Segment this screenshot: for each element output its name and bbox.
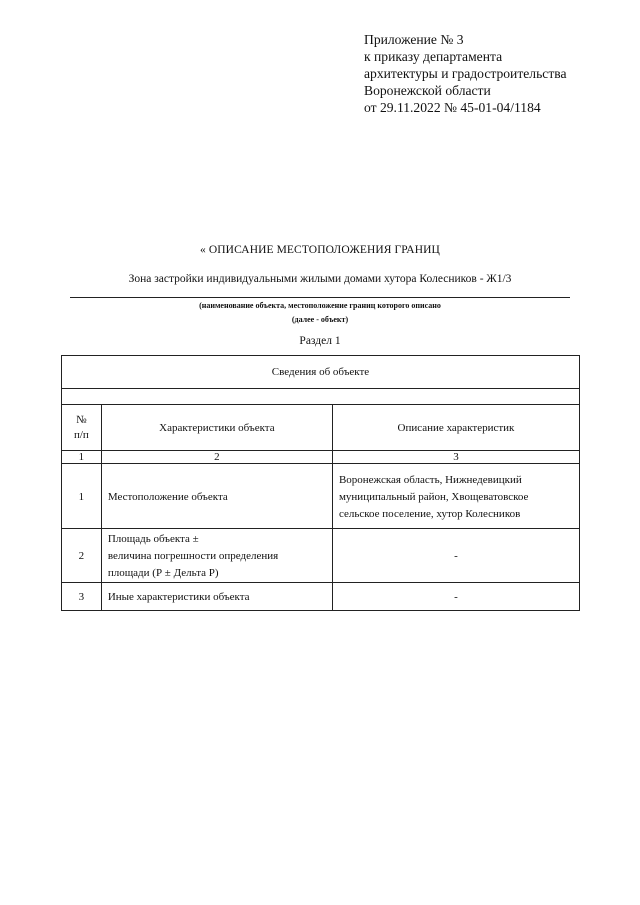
table-title-row [62, 356, 580, 389]
characteristic-line: Площадь объекта ± [107, 533, 199, 545]
object-name-caption: (наименование объекта, местоположение границ которого описано [199, 301, 441, 310]
description-cell: - [332, 583, 579, 611]
header-line: от 29.11.2022 № 45-01-04/1184 [364, 100, 541, 115]
object-info-table [61, 355, 580, 611]
row-number [62, 464, 102, 529]
description-line: сельское поселение, хутор Колесников [338, 507, 521, 520]
column-header-characteristics: Характеристики объекта [101, 405, 332, 451]
table-row [62, 583, 580, 611]
table-row [62, 529, 580, 583]
underline-rule [70, 297, 570, 298]
row-number-text: 1 [78, 490, 85, 503]
column-index: 3 [332, 451, 579, 464]
column-header-number [62, 405, 102, 451]
characteristic-cell [101, 583, 332, 611]
description-line: муниципальный район, Хвощеватовское [338, 490, 529, 503]
characteristic-line: величина погрешности определения [107, 550, 279, 562]
table-index-row [62, 451, 580, 464]
row-number-text: 2 [78, 550, 85, 562]
table-row [62, 464, 580, 529]
column-header-description: Описание характеристик [332, 405, 579, 451]
characteristic-text: Иные характеристики объекта [107, 591, 250, 603]
column-header-number-line1: № [76, 413, 87, 426]
column-index: 2 [101, 451, 332, 464]
row-number-text: 3 [78, 591, 85, 603]
characteristic-text: Местоположение объекта [107, 490, 228, 503]
column-index: 1 [62, 451, 102, 464]
table-spacer-row [62, 389, 580, 405]
document-title: « ОПИСАНИЕ МЕСТОПОЛОЖЕНИЯ ГРАНИЦ [200, 244, 440, 256]
characteristic-text [102, 529, 332, 582]
row-number [62, 529, 102, 583]
appendix-header [364, 31, 567, 116]
section-heading: Раздел 1 [299, 335, 341, 347]
object-name-caption-2: (далее - объект) [291, 315, 349, 324]
characteristic-line: площади (Р ± Дельта Р) [107, 567, 219, 579]
object-name: Зона застройки индивидуальными жилыми домами хутора Колесников - Ж1/3 [128, 273, 512, 285]
description-cell [332, 464, 579, 529]
header-line: к приказу департамента [364, 49, 503, 64]
characteristic-cell [101, 529, 332, 583]
description-cell: - [332, 529, 579, 583]
table-title: Сведения об объекте [62, 356, 580, 389]
description-line: Воронежская область, Нижнедевицкий [338, 473, 522, 486]
description-text [333, 470, 579, 523]
header-line: Приложение № 3 [364, 32, 464, 47]
row-number [62, 583, 102, 611]
characteristic-cell [101, 464, 332, 529]
table-header-row [62, 405, 580, 451]
table-spacer-cell [62, 389, 580, 405]
header-line: Воронежской области [364, 83, 491, 98]
column-header-number-line2: п/п [73, 428, 89, 441]
header-line: архитектуры и градостроительства [364, 66, 567, 81]
